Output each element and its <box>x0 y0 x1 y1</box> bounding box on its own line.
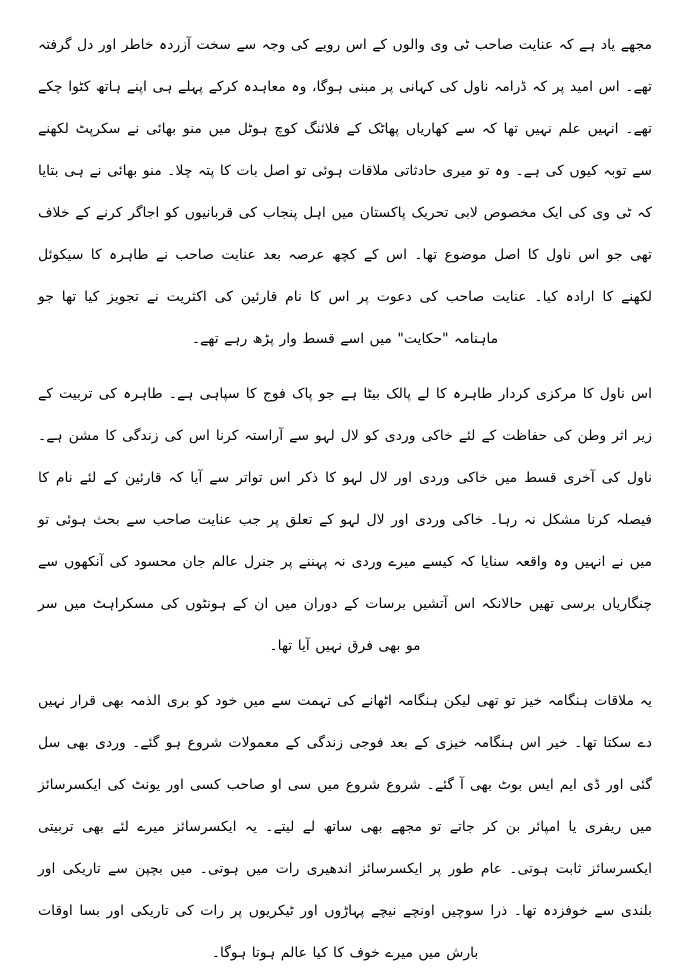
paragraph-3: یہ ملاقات ہنگامہ خیز تو تھی لیکن ہنگامہ اٹھانے کی تہمت سے میں خود کو بری الذمہ بھی قرار نہیں دے سکتا تھا۔ خیر اس ہنگامہ خیزی کے بعد فوجی زندگی کے معمولات شروع ہو گئے۔ وردی بھی سل گئی اور ڈی ایم ایس بوٹ بھی آ گئے۔ شروع شروع میں سی او صاحب کسی اور یونٹ کی ایکسرسائز میں ریفری یا امپائر بن کر جاتے تو مجھے بھی ساتھ لے لیتے۔ یہ ایکسرسائز میرے لئے بھی تربیتی ایکسرسائز ثابت ہوتی۔ عام طور پر ایکسرسائز اندھیری رات میں ہوتی۔ میں بچپن سے تاریکی اور بلندی سے خوفزدہ تھا۔ ذرا سوچیں اونچے نیچے پہاڑوں اور ٹیکریوں پر رات کی تاریکی اور بسا اوقات بارش میں میرے خوف کا کیا عالم ہوتا ہوگا۔ <box>38 693 652 961</box>
paragraph-1: مجھے یاد ہے کہ عنایت صاحب ٹی وی والوں کے اس رویے کی وجہ سے سخت آزردہ خاطر اور دل گرفتہ تھے۔ اس امید پر کہ ڈرامہ ناول کی کہانی پر مبنی ہوگا، وہ معاہدہ کرکے پہلے ہی اپنے ہاتھ کٹوا چکے تھے۔ انہیں علم نہیں تھا کہ سے کھاریاں پھاٹک کے فلائنگ کوچ ہوٹل میں منو بھائی نے سکرپٹ لکھنے سے توبہ کیوں کی ہے۔ وہ تو میری حادثاتی ملاقات ہوئی تو اصل بات کا پتہ چلا۔ منو بھائی نے ہی بتایا کہ ٹی وی کی ایک مخصوص لابی تحریک پاکستان میں اہل پنجاب کی قربانیوں کو اجاگر کرنے کے خلاف تھی جو اس ناول کا اصل موضوع تھا۔ اس کے کچھ عرصہ بعد عنایت صاحب نے طاہرہ کا سیکوئل لکھنے کا ارادہ کیا۔ عنایت صاحب کی دعوت پر اس کا نام قارئین کی اکثریت نے تجویز کیا تھا جو ماہنامہ "حکایت" میں اسے قسط وار پڑھ رہے تھے۔ <box>38 37 652 347</box>
paragraph-2: اس ناول کا مرکزی کردار طاہرہ کا لے پالک بیٹا ہے جو پاک فوج کا سپاہی ہے۔ طاہرہ کی تربیت کے زیر اثر وطن کی حفاظت کے لئے خاکی وردی کو لال لہو سے آراستہ کرنا اس کی زندگی کا مشن ہے۔ ناول کی آخری قسط میں خاکی وردی اور لال لہو کا ذکر اس تواتر سے آیا کہ قارئین کے لئے نام کا فیصلہ کرنا مشکل نہ رہا۔ خاکی وردی اور لال لہو کے تعلق پر جب عنایت صاحب سے بحث ہوئی تو میں نے انہیں وہ واقعہ سنایا کہ کیسے میرے وردی نہ پہننے پر جنرل عالم جان محسود کی آنکھوں سے چنگاریاں برسی تھیں حالانکہ اس آتشیں برسات کے دوران میں ان کے ہونٹوں کی مسکراہٹ میں سر مو بھی فرق نہیں آیا تھا۔ <box>38 386 652 654</box>
